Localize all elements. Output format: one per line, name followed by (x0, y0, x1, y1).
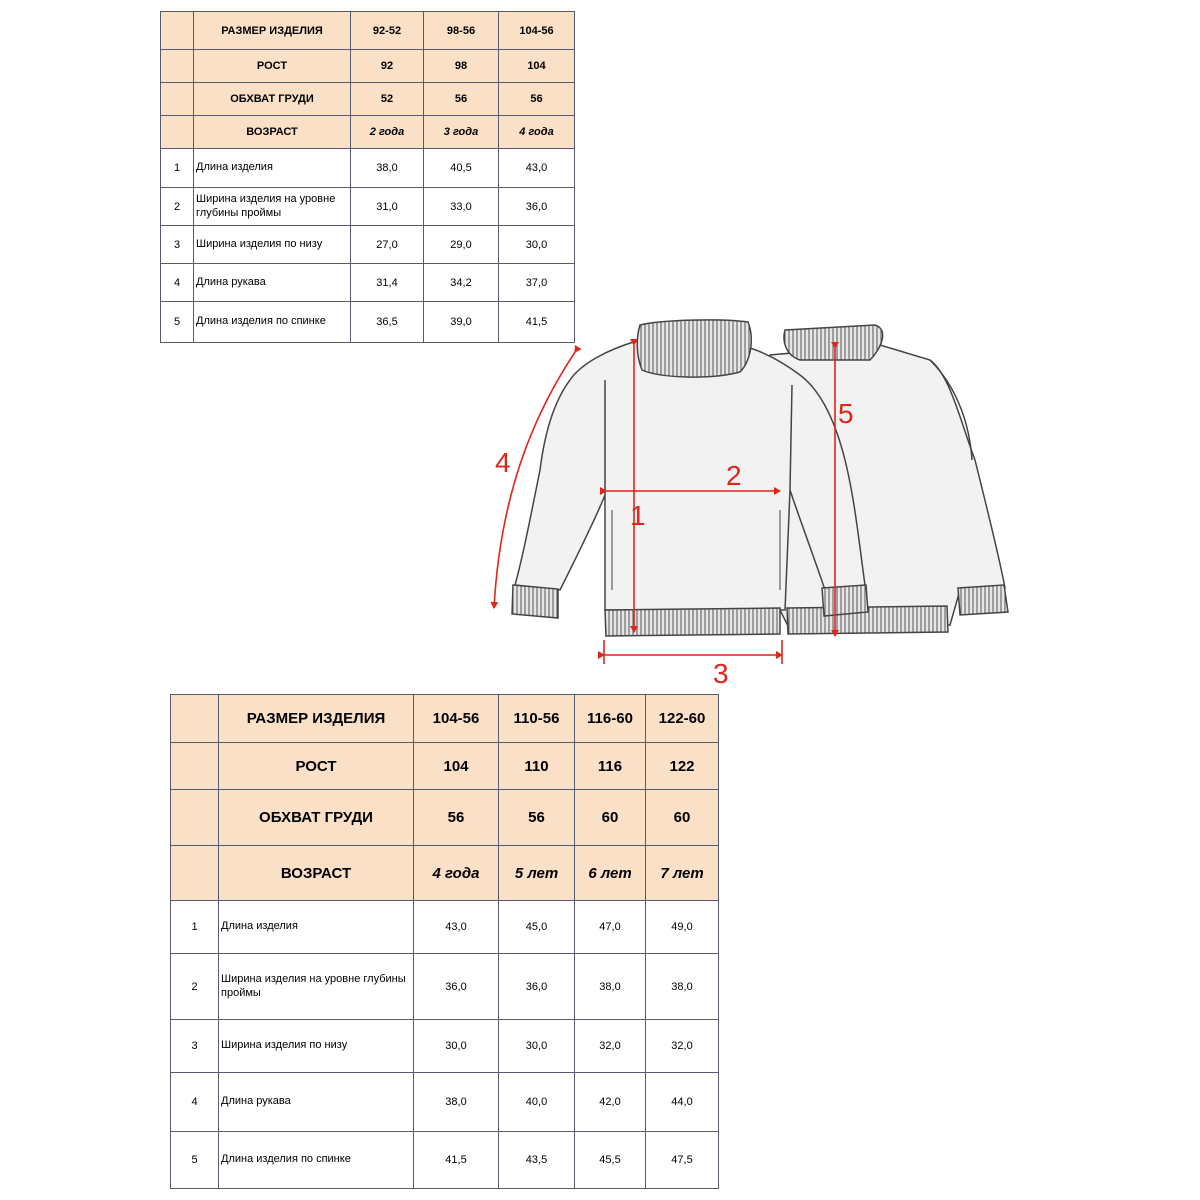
table-row (171, 1073, 719, 1132)
table-row (161, 188, 575, 226)
row-label: Длина изделия по спинке (194, 302, 351, 343)
row-number: 3 (171, 1020, 219, 1073)
row-value: 36,5 (351, 302, 424, 343)
chest-value: 56 (414, 790, 499, 846)
row-value: 38,0 (575, 954, 646, 1020)
chest-value: 60 (646, 790, 719, 846)
chest-row (171, 790, 719, 846)
height-row (161, 50, 575, 83)
chest-value: 56 (499, 83, 575, 116)
row-value: 41,5 (414, 1132, 499, 1189)
marker-2: 2 (726, 460, 742, 491)
row-number: 4 (161, 264, 194, 302)
age-label: ВОЗРАСТ (219, 846, 414, 901)
row-value: 45,0 (499, 901, 575, 954)
table-row (171, 901, 719, 954)
height-value: 104 (499, 50, 575, 83)
age-value: 4 года (414, 846, 499, 901)
size-row (171, 695, 719, 743)
row-value: 38,0 (646, 954, 719, 1020)
height-value: 98 (424, 50, 499, 83)
row-value: 31,4 (351, 264, 424, 302)
row-label: Длина рукава (219, 1073, 414, 1132)
height-value: 104 (414, 743, 499, 790)
sweater-measurement-diagram (470, 310, 1050, 690)
size-value: 104-56 (499, 12, 575, 50)
size-label: РАЗМЕР ИЗДЕЛИЯ (219, 695, 414, 743)
age-value: 3 года (424, 116, 499, 149)
size-value: 104-56 (414, 695, 499, 743)
row-value: 40,0 (499, 1073, 575, 1132)
age-value: 2 года (351, 116, 424, 149)
corner-cell (161, 50, 194, 83)
row-label: Длина изделия по спинке (219, 1132, 414, 1189)
marker-5: 5 (838, 398, 854, 429)
row-value: 32,0 (575, 1020, 646, 1073)
row-value: 42,0 (575, 1073, 646, 1132)
corner-cell (161, 116, 194, 149)
row-number: 1 (171, 901, 219, 954)
height-value: 122 (646, 743, 719, 790)
table-row (161, 149, 575, 188)
row-label: Ширина изделия на уровне глубины проймы (194, 188, 351, 226)
age-value: 6 лет (575, 846, 646, 901)
row-value: 31,0 (351, 188, 424, 226)
size-table-large (170, 694, 719, 1189)
row-value: 30,0 (414, 1020, 499, 1073)
chest-row (161, 83, 575, 116)
table-row (171, 1020, 719, 1073)
row-value: 45,5 (575, 1132, 646, 1189)
row-number: 2 (161, 188, 194, 226)
row-label: Длина рукава (194, 264, 351, 302)
row-value: 36,0 (499, 954, 575, 1020)
row-value: 39,0 (424, 302, 499, 343)
row-value: 38,0 (351, 149, 424, 188)
size-value: 98-56 (424, 12, 499, 50)
chest-label: ОБХВАТ ГРУДИ (194, 83, 351, 116)
row-number: 1 (161, 149, 194, 188)
height-label: РОСТ (194, 50, 351, 83)
row-label: Ширина изделия по низу (194, 226, 351, 264)
size-value: 110-56 (499, 695, 575, 743)
size-value: 122-60 (646, 695, 719, 743)
row-label: Ширина изделия по низу (219, 1020, 414, 1073)
row-value: 37,0 (499, 264, 575, 302)
table-row (171, 954, 719, 1020)
marker-4: 4 (495, 447, 511, 478)
corner-cell (171, 743, 219, 790)
row-value: 47,5 (646, 1132, 719, 1189)
row-value: 36,0 (414, 954, 499, 1020)
age-label: ВОЗРАСТ (194, 116, 351, 149)
row-value: 30,0 (499, 1020, 575, 1073)
row-number: 2 (171, 954, 219, 1020)
age-row (161, 116, 575, 149)
row-value: 27,0 (351, 226, 424, 264)
row-value: 41,5 (499, 302, 575, 343)
row-value: 43,0 (414, 901, 499, 954)
marker-1: 1 (630, 500, 646, 531)
row-label: Длина изделия (219, 901, 414, 954)
height-value: 110 (499, 743, 575, 790)
age-row (171, 846, 719, 901)
row-number: 5 (171, 1132, 219, 1189)
corner-cell (171, 846, 219, 901)
size-value: 92-52 (351, 12, 424, 50)
size-value: 116-60 (575, 695, 646, 743)
row-number: 3 (161, 226, 194, 264)
corner-cell (161, 12, 194, 50)
row-value: 32,0 (646, 1020, 719, 1073)
age-value: 5 лет (499, 846, 575, 901)
row-value: 47,0 (575, 901, 646, 954)
size-label: РАЗМЕР ИЗДЕЛИЯ (194, 12, 351, 50)
row-value: 29,0 (424, 226, 499, 264)
row-label: Длина изделия (194, 149, 351, 188)
chest-label: ОБХВАТ ГРУДИ (219, 790, 414, 846)
chest-value: 56 (499, 790, 575, 846)
age-value: 7 лет (646, 846, 719, 901)
corner-cell (171, 790, 219, 846)
marker-3: 3 (713, 658, 729, 689)
row-value: 44,0 (646, 1073, 719, 1132)
row-label: Ширина изделия на уровне глубины проймы (219, 954, 414, 1020)
corner-cell (161, 83, 194, 116)
chest-value: 60 (575, 790, 646, 846)
row-value: 49,0 (646, 901, 719, 954)
chest-value: 52 (351, 83, 424, 116)
size-row (161, 12, 575, 50)
table-row (171, 1132, 719, 1189)
chest-value: 56 (424, 83, 499, 116)
row-value: 34,2 (424, 264, 499, 302)
height-value: 92 (351, 50, 424, 83)
row-value: 43,5 (499, 1132, 575, 1189)
row-value: 43,0 (499, 149, 575, 188)
row-number: 4 (171, 1073, 219, 1132)
row-value: 38,0 (414, 1073, 499, 1132)
row-value: 30,0 (499, 226, 575, 264)
size-table-small (160, 11, 575, 343)
table-row (161, 226, 575, 264)
height-value: 116 (575, 743, 646, 790)
corner-cell (171, 695, 219, 743)
age-value: 4 года (499, 116, 575, 149)
height-row (171, 743, 719, 790)
table-row (161, 264, 575, 302)
height-label: РОСТ (219, 743, 414, 790)
row-value: 33,0 (424, 188, 499, 226)
row-value: 40,5 (424, 149, 499, 188)
row-number: 5 (161, 302, 194, 343)
row-value: 36,0 (499, 188, 575, 226)
